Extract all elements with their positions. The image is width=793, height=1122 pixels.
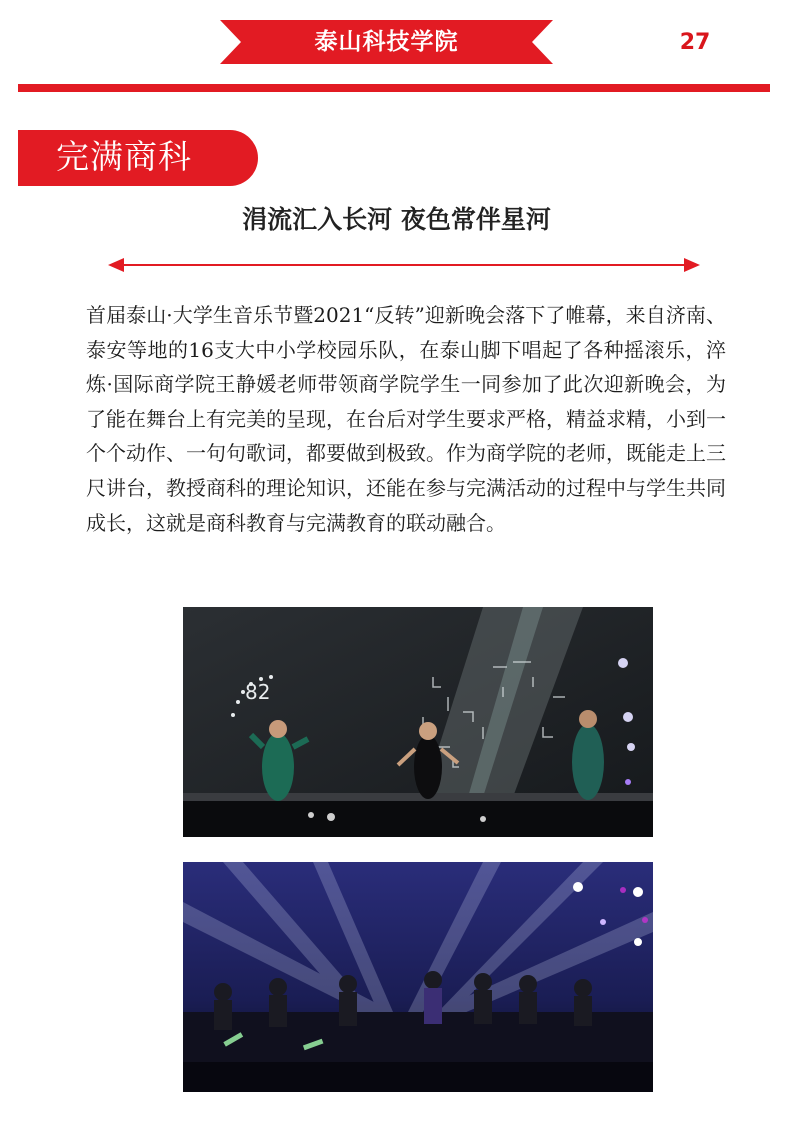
double-arrow-divider	[108, 255, 700, 275]
header-divider	[18, 84, 770, 92]
screen-number: 82	[245, 680, 271, 704]
page-number: 27	[679, 30, 711, 55]
banner-title: 泰山科技学院	[314, 28, 459, 55]
stage-performance-photo	[183, 607, 653, 837]
article-paragraph: 首届泰山·大学生音乐节暨2021“反转”迎新晚会落下了帷幕，来自济南、泰安等地的16支大中小学校园乐队，在泰山脚下唱起了各种摇滚乐，淬炼·国际商学院王静媛老师带领商学院学生一同参加了此次迎新晚会，为了能在舞台上有完美的呈现，在台后对学生要求严格，精益求精，小到一个个动作、一句句歌词，都要做到极致。作为商学院的老师，既能走上三尺讲台，教授商科的理论知识，还能在参与完满活动的过程中与学生共同成长，这就是商科教育与完满教育的联动融合。	[86, 303, 726, 535]
section-tab	[18, 130, 258, 186]
concert-lights-photo	[183, 862, 653, 1092]
section-title: 完满商科	[56, 137, 192, 176]
article-subtitle: 涓流汇入长河 夜色常伴星河	[242, 205, 551, 234]
header-banner	[220, 20, 553, 64]
right-arrowhead-icon	[684, 258, 700, 272]
left-arrowhead-icon	[108, 258, 124, 272]
